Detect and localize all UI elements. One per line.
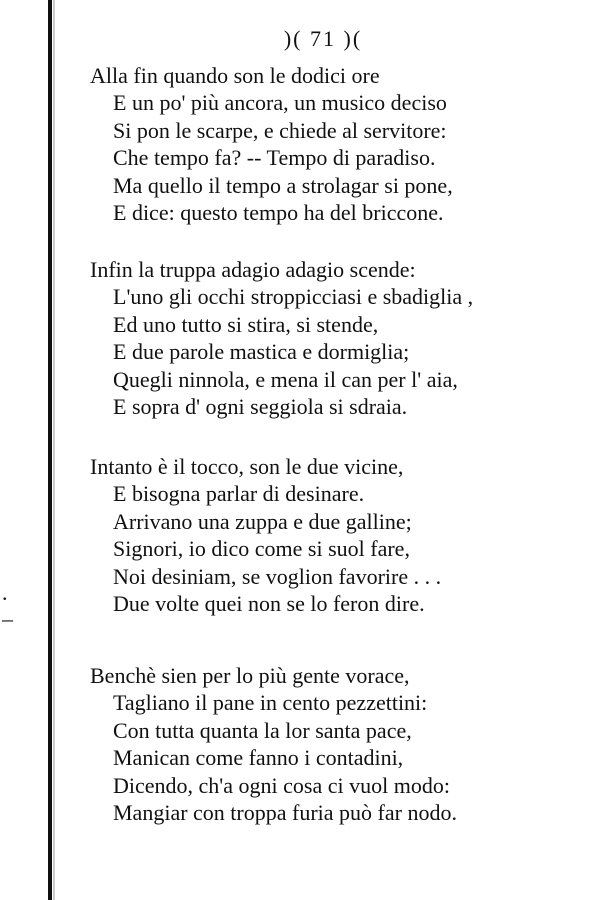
stanza	[90, 453, 441, 617]
book-gutter-line	[48, 0, 52, 900]
verse-line: Signori, io dico come si suol fare,	[113, 536, 410, 562]
margin-mark: .	[2, 580, 8, 605]
verse-line: Infin la truppa adagio adagio scende:	[90, 257, 416, 282]
verse-line: Arrivano una zuppa e due galline;	[113, 508, 412, 534]
verse-line: E sopra d' ogni seggiola si sdraia.	[113, 394, 408, 420]
verse-line: Tagliano il pane in cento pezzettini:	[113, 690, 428, 716]
verse-line: Dicendo, ch'a ogni cosa ci vuol modo:	[113, 772, 450, 798]
stanza	[90, 256, 473, 420]
verse-line: E due parole mastica e dormiglia;	[113, 339, 410, 365]
verse-line: E un po' più ancora, un musico deciso	[113, 90, 447, 116]
verse-line: E dice: questo tempo ha del briccone.	[113, 200, 444, 226]
verse-line: Noi desiniam, se voglion favorire . . .	[113, 563, 442, 589]
verse-line: Alla fin quando son le dodici ore	[90, 63, 380, 88]
verse-line: Ma quello il tempo a strolagar si pone,	[113, 172, 453, 198]
verse-line: Due volte quei non se lo feron dire.	[113, 591, 425, 617]
stanza	[90, 662, 457, 826]
verse-line: Benchè sien per lo più gente vorace,	[90, 663, 410, 688]
margin-mark: –	[2, 606, 13, 631]
verse-line: Intanto è il tocco, son le due vicine,	[90, 454, 404, 479]
verse-line: E bisogna parlar di desinare.	[113, 481, 365, 507]
verse-line: Che tempo fa? -- Tempo di paradiso.	[113, 145, 436, 171]
verse-line: Quegli ninnola, e mena il can per l' aia,	[113, 366, 458, 392]
verse-line: Ed uno tutto si stira, si stende,	[113, 311, 379, 337]
stanza	[90, 62, 453, 226]
verse-line: Si pon le scarpe, e chiede al servitore:	[113, 117, 447, 143]
verse-line: Mangiar con troppa furia può far nodo.	[113, 800, 457, 826]
verse-line: Con tutta quanta la lor santa pace,	[113, 717, 412, 743]
book-gutter-shadow	[53, 0, 55, 900]
page-number: )( 71 )(	[283, 26, 363, 51]
verse-line: L'uno gli occhi stroppicciasi e sbadiglia ,	[113, 284, 474, 310]
verse-line: Manican come fanno i contadini,	[113, 745, 404, 771]
